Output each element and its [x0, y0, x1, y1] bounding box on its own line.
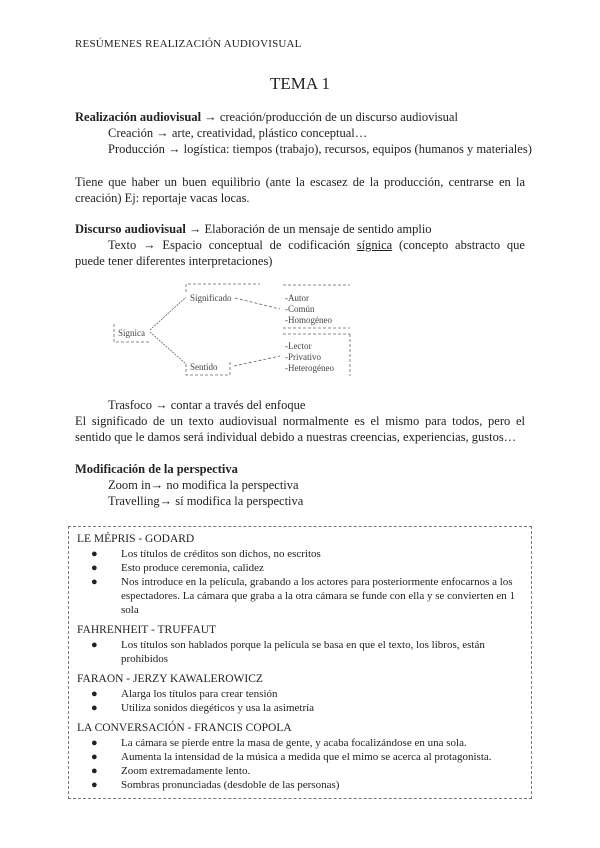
bullet-icon: ● [91, 737, 98, 749]
item-text: Los títulos de créditos son dichos, no escritos [121, 548, 321, 560]
item-text: Los títulos son hablados porque la película se basa en que el texto, los libros, están prohibidos [121, 639, 485, 665]
item-text: Zoom extremadamente lento. [121, 765, 251, 777]
list-item [91, 764, 527, 778]
bullet-icon: ● [91, 688, 98, 700]
page-title: TEMA 1 [270, 74, 330, 93]
branch-line [150, 332, 186, 364]
texto-paragraph [75, 237, 525, 269]
item-text: Sombras pronunciadas (desdoble de las personas) [121, 779, 340, 791]
section-heading-perspectiva [75, 461, 525, 477]
list-item [91, 701, 527, 715]
texto-a: Texto → Espacio conceptual de codificación [108, 238, 357, 252]
term: Realización audiovisual [75, 110, 202, 124]
list1-item: -Autor [285, 293, 309, 303]
node-significado: Significado [190, 293, 232, 303]
item-text: Nos introduce en la película, grabando a los actores para posteriormente enfocarnos a los espectadores. La cámara que graba a la otra cámara se funde con ella y se convierten en 1 sola [121, 576, 515, 616]
heading-text: Modificación de la perspectiva [75, 462, 238, 476]
bullet-icon: ● [91, 765, 98, 777]
list-item [91, 561, 527, 575]
film-heading: FARAON - JERZY KAWALEROWICZ [77, 673, 263, 685]
texto-b: (concepto abstracto que puede tener diferentes interpretaciones) [75, 238, 525, 268]
definition-realizacion [75, 109, 525, 125]
running-header: RESÚMENES REALIZACIÓN AUDIOVISUAL [75, 38, 302, 50]
paragraph-significado: El significado de un texto audiovisual normalmente es el mismo para todos, pero el sentido que le damos será individual debido a nuestras creencias, experiencias, gustos… [75, 414, 525, 444]
film-heading: LA CONVERSACIÓN - FRANCIS COPOLA [77, 722, 292, 734]
list2-item: -Lector [285, 341, 312, 351]
list-item [91, 687, 527, 701]
creacion-line: Creación → arte, creatividad, plástico conceptual… [108, 126, 368, 140]
list1-item: -Homogéneo [285, 315, 332, 325]
list2-item: -Privativo [285, 352, 321, 362]
definition: → Elaboración de un mensaje de sentido amplio [185, 222, 432, 236]
list1-item: -Común [285, 304, 315, 314]
list-item [91, 778, 527, 792]
trasfoco-line: Trasfoco → contar a través del enfoque [108, 398, 306, 412]
bullet-icon: ● [91, 639, 98, 651]
item-text: Esto produce ceremonia, calidez [121, 562, 264, 574]
item-text: Alarga los títulos para crear tensión [121, 688, 278, 700]
node-signica: Sígnica [118, 328, 145, 338]
paragraph-equilibrio: Tiene que haber un buen equilibrio (ante la escasez de la producción, centrarse en la creación) Ej: reportaje vacas locas. [75, 175, 525, 205]
bullet-icon: ● [91, 576, 98, 588]
film-heading: LE MÉPRIS - GODARD [77, 533, 195, 545]
zoom-line: Zoom in→ no modifica la perspectiva [108, 478, 299, 492]
item-text: Utiliza sonidos diegéticos y usa la asimetría [121, 702, 315, 714]
bullet-icon: ● [91, 562, 98, 574]
list2-item: -Heterogéneo [285, 363, 334, 373]
signica-link: sígnica [356, 238, 393, 252]
definition-discurso [75, 221, 525, 237]
arrow-line [235, 298, 280, 309]
travelling-line: Travelling→ sí modifica la perspectiva [108, 494, 304, 508]
list-item [91, 547, 527, 561]
produccion-line: Producción → logística: tiempos (trabajo), recursos, equipos (humanos y materiales) [108, 142, 532, 156]
bullet-icon: ● [91, 548, 98, 560]
signica-diagram [110, 282, 360, 387]
branch-line [150, 297, 186, 330]
list-item [91, 736, 527, 750]
term: Discurso audiovisual [75, 222, 186, 236]
node-sentido: Sentido [190, 362, 218, 372]
bullet-icon: ● [91, 751, 98, 763]
film-heading: FAHRENHEIT - TRUFFAUT [77, 624, 217, 636]
definition: → creación/producción de un discurso audiovisual [201, 110, 458, 124]
list-item [91, 638, 527, 666]
bullet-icon: ● [91, 702, 98, 714]
item-text: La cámara se pierde entre la masa de gente, y acaba focalizándose en una sola. [121, 737, 467, 749]
arrow-line [234, 356, 280, 366]
item-text: Aumenta la intensidad de la música a medida que el mimo se acerca al protagonista. [121, 751, 492, 763]
significado-box [186, 284, 260, 292]
list-item [91, 750, 527, 764]
list-item [91, 575, 527, 617]
bullet-icon: ● [91, 779, 98, 791]
films-box [68, 526, 532, 799]
